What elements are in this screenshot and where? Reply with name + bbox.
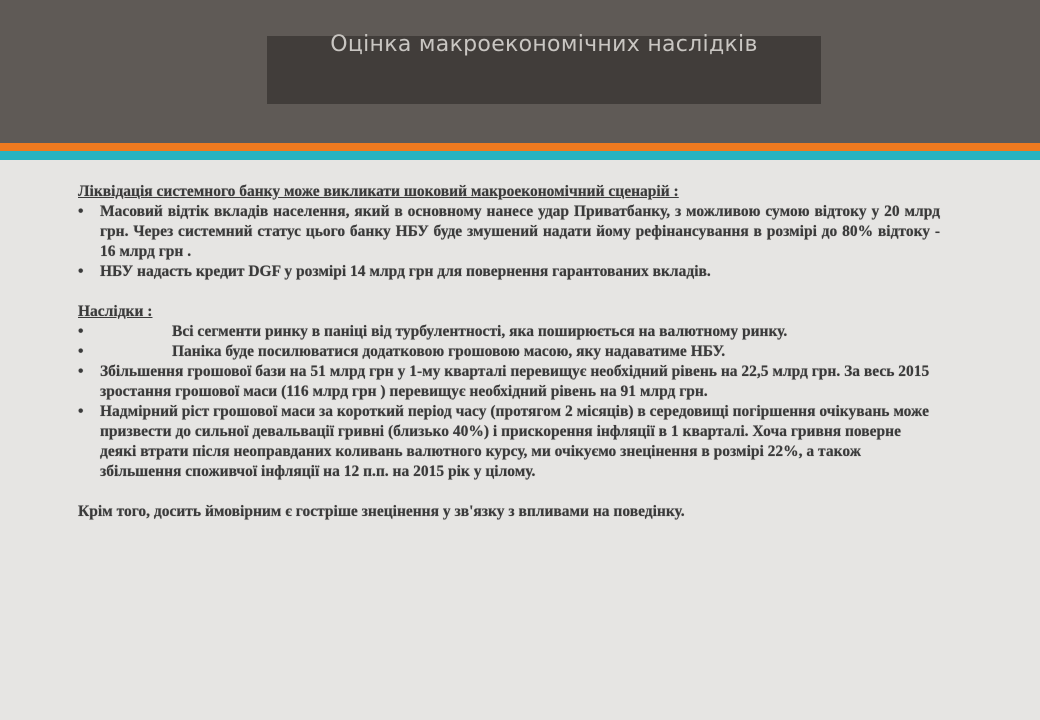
bullet-text: Збільшення грошової бази на 51 млрд грн у 1-му кварталі перевищує необхідний рівень на 22,5 млрд грн. За весь 2015 зростання грошової маси (116 млрд грн ) перевищує необхідний рівень на 91 млрд грн. [100, 363, 930, 400]
title-box [267, 32, 821, 104]
bullet-icon: • [78, 263, 84, 280]
bullet-text: НБУ надасть кредит DGF у розмірі 14 млрд грн для повернення гарантованих вкладів. [100, 263, 711, 280]
bullet-icon: • [78, 403, 84, 420]
consequence-bullet [78, 342, 940, 362]
consequence-bullet [78, 362, 940, 402]
teal-divider [0, 151, 1040, 160]
scenario-bullet [78, 202, 940, 262]
consequences-heading: Наслідки : [78, 303, 153, 320]
bullet-text: Паніка буде посилюватися додатковою грошовою масою, яку надаватиме НБУ. [172, 343, 726, 360]
bullet-text: Надмірний ріст грошової маси за короткий період часу (протягом 2 місяців) в середовищі погіршення очікувань може призвести до сильної девальвації гривні (близько 40%) і прискорення інфляції в 1 кварталі. Хоча гривня поверне деякі втрати після неоправданих коливань валютного курсу, ми очікуємо знецінення в розмірі 22%, а також збільшення споживчої інфляції на 12 п.п. на 2015 рік у цілому. [100, 403, 929, 480]
slide-title: Оцінка макроекономічних наслідків [330, 32, 758, 57]
orange-divider [0, 143, 1040, 151]
scenario-bullet [78, 262, 940, 282]
slide-body [78, 182, 940, 522]
closing-statement: Крім того, досить ймовірним є гостріше знецінення у зв'язку з впливами на поведінку. [78, 503, 685, 520]
bullet-icon: • [78, 363, 84, 380]
bullet-icon: • [78, 323, 84, 340]
bullet-icon: • [78, 343, 84, 360]
scenario-heading: Ліквідація системного банку може викликати шоковий макроекономічний сценарій : [78, 183, 679, 200]
consequence-bullet [78, 402, 940, 482]
bullet-text: Всі сегменти ринку в паніці від турбулентності, яка поширюється на валютному ринку. [172, 323, 788, 340]
bullet-text: Масовий відтік вкладів населення, який в основному нанесе удар Приватбанку, з можливою сумою відтоку у 20 млрд грн. Через системний статус цього банку НБУ буде змушений надати йому рефінансування в розмірі до 80% відтоку - 16 млрд грн . [100, 203, 940, 260]
bullet-icon: • [78, 203, 84, 220]
consequence-bullet [78, 322, 940, 342]
